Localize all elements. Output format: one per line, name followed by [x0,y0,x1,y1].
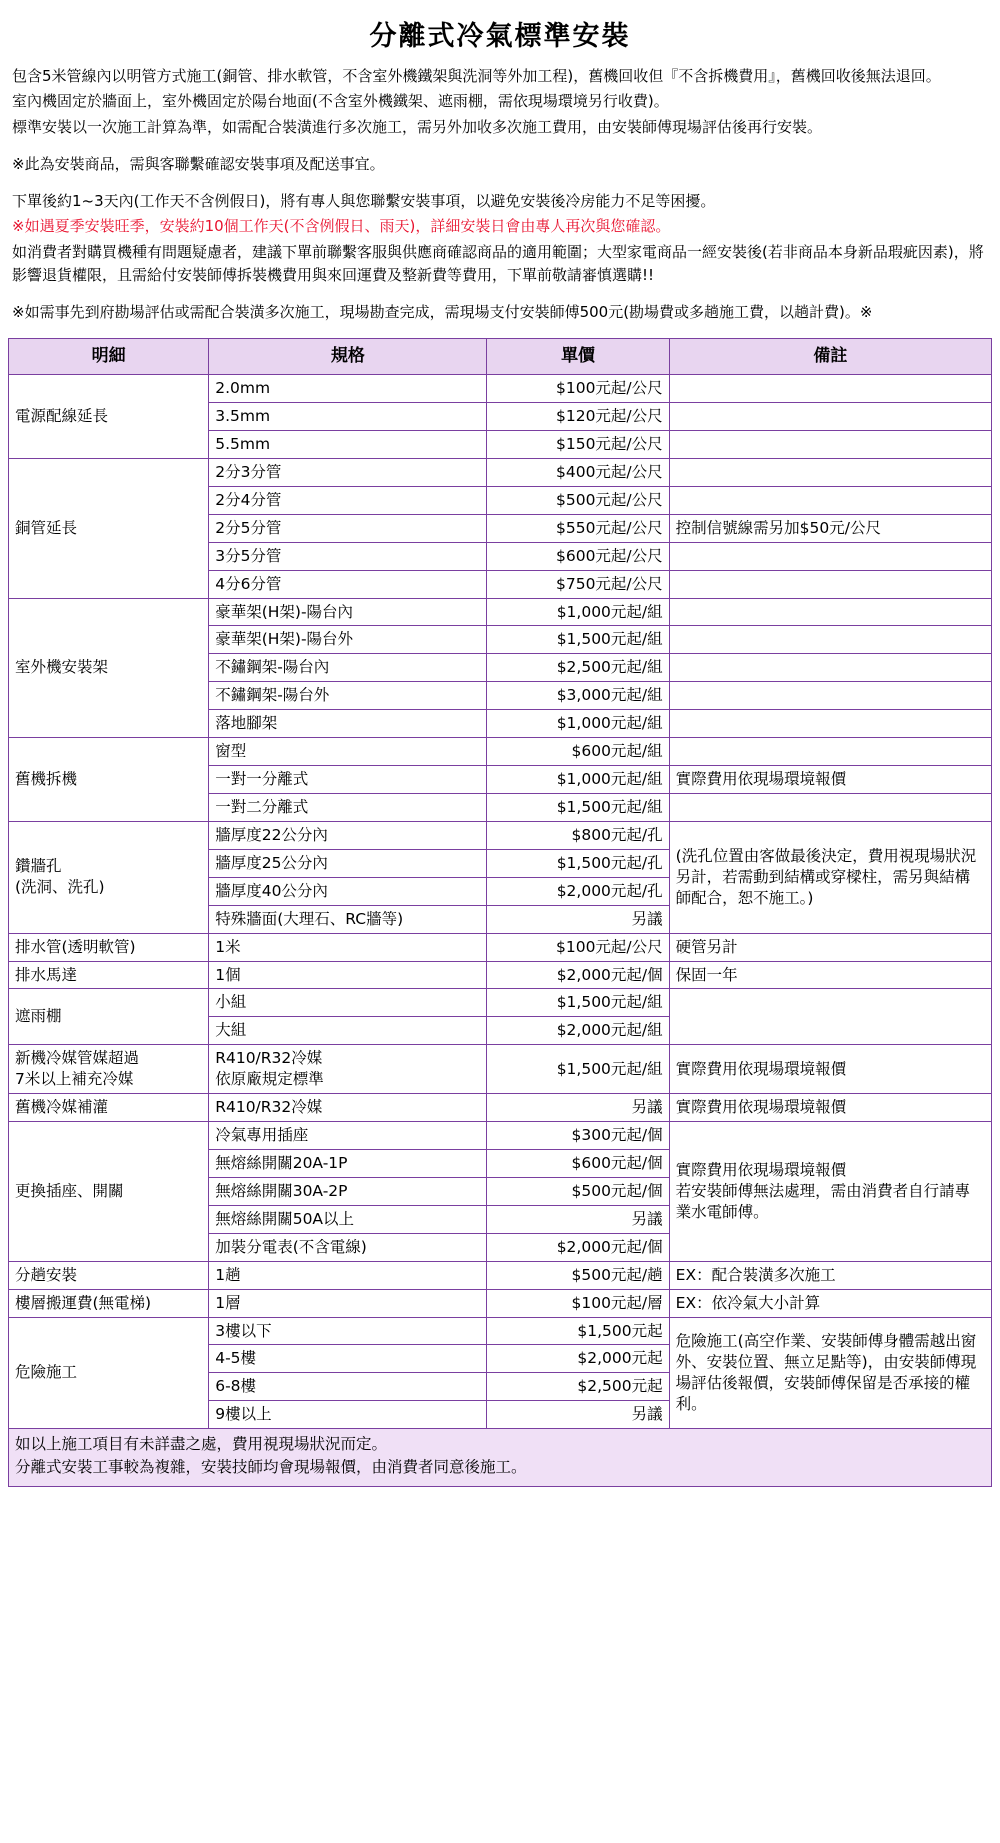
cell-price: $600元起/個 [487,1150,669,1178]
cell-price: $100元起/公尺 [487,933,669,961]
cell-price: $1,000元起/組 [487,710,669,738]
cell-spec: 不鏽鋼架-陽台內 [209,654,487,682]
cell-spec: 2.0mm [209,375,487,403]
cell-price: $600元起/組 [487,738,669,766]
cell-item: 排水管(透明軟管) [9,933,209,961]
cell-note [669,794,991,822]
note-line-highlight: ※如遇夏季安裝旺季，安裝約10個工作天(不含例假日、雨天)，詳細安裝日會由專人再次與您確認。 [12,217,671,236]
cell-spec: 1個 [209,961,487,989]
cell-price: $2,000元起/個 [487,961,669,989]
cell-price: $400元起/公尺 [487,458,669,486]
cell-spec: 小組 [209,989,487,1017]
cell-price: $300元起/個 [487,1122,669,1150]
cell-note: 保固一年 [669,961,991,989]
cell-price: 另議 [487,1205,669,1233]
cell-note: 實際費用依現場環境報價 [669,1094,991,1122]
cell-item: 排水馬達 [9,961,209,989]
cell-spec: 2分4分管 [209,486,487,514]
cell-spec: 落地腳架 [209,710,487,738]
cell-price: $2,000元起/孔 [487,877,669,905]
cell-item: 樓層搬運費(無電梯) [9,1289,209,1317]
cell-item: 分趟安裝 [9,1261,209,1289]
cell-price: 另議 [487,1401,669,1429]
cell-item: 舊機冷媒補灌 [9,1094,209,1122]
cell-price: $1,500元起 [487,1317,669,1345]
table-row [9,375,992,403]
cell-price: $3,000元起/組 [487,682,669,710]
footer-line: 分離式安裝工事較為複雜，安裝技師均會現場報價，由消費者同意後施工。 [15,1458,527,1477]
cell-note: 硬管另計 [669,933,991,961]
cell-item: 舊機拆機 [9,738,209,822]
table-row [9,1094,992,1122]
cell-spec: 3樓以下 [209,1317,487,1345]
cell-price: 另議 [487,905,669,933]
cell-note [669,403,991,431]
cell-note: EX：依冷氣大小計算 [669,1289,991,1317]
cell-spec: 冷氣專用插座 [209,1122,487,1150]
table-row [9,458,992,486]
table-row [9,1045,992,1094]
table-row [9,738,992,766]
cell-spec: 豪華架(H架)-陽台內 [209,598,487,626]
note-line: 室內機固定於牆面上，室外機固定於陽台地面(不含室外機鐵架、遮雨棚，需依現場環境另行收費)。 [12,92,669,111]
cell-item: 危險施工 [9,1317,209,1429]
footer-line: 如以上施工項目有未詳盡之處，費用視現場狀況而定。 [15,1435,388,1454]
table-row [9,961,992,989]
note-line: 包含5米管線內以明管方式施工(銅管、排水軟管，不含室外機鐵架與洗洞等外加工程)，舊機回收但『不含拆機費用』，舊機回收後無法退回。 [12,67,941,85]
cell-note [669,375,991,403]
cell-price: $1,500元起/組 [487,989,669,1017]
cell-price: $600元起/公尺 [487,542,669,570]
cell-spec: 無熔絲開關50A以上 [209,1205,487,1233]
cell-price: $500元起/個 [487,1177,669,1205]
cell-spec: 一對二分離式 [209,794,487,822]
table-row [9,989,992,1017]
cell-price: $550元起/公尺 [487,514,669,542]
note-line: ※如需事先到府勘場評估或需配合裝潢多次施工，現場勘查完成，需現場支付安裝師傅500元(勘場費或多趟施工費，以趟計費)。※ [12,303,873,321]
cell-note [669,431,991,459]
cell-spec: 不鏽鋼架-陽台外 [209,682,487,710]
cell-price: $2,000元起 [487,1345,669,1373]
table-header-row [9,339,992,375]
cell-spec: 1趟 [209,1261,487,1289]
cell-spec: 4-5樓 [209,1345,487,1373]
cell-price: $1,000元起/組 [487,766,669,794]
spacer [12,289,988,301]
cell-item: 遮雨棚 [9,989,209,1045]
cell-price: $2,500元起 [487,1373,669,1401]
cell-spec: 加裝分電表(不含電線) [209,1233,487,1261]
cell-note [669,486,991,514]
cell-spec: 2分5分管 [209,514,487,542]
note-line: 如消費者對購買機種有問題疑慮者，建議下單前聯繫客服與供應商確認商品的適用範圍；大型家電商品一經安裝後(若非商品本身新品瑕疵因素)，將影響退貨權限，且需給付安裝師傅拆裝機費用與來回運費及整新費等費用，下單前敬請審慎選購!! [12,242,984,284]
cell-price: $120元起/公尺 [487,403,669,431]
cell-price: $1,000元起/組 [487,598,669,626]
cell-price: $500元起/公尺 [487,486,669,514]
cell-note: 控制信號線需另加$50元/公尺 [669,514,991,542]
spacer [12,141,988,153]
table-row [9,1261,992,1289]
cell-note [669,570,991,598]
cell-spec: 無熔絲開關20A-1P [209,1150,487,1178]
cell-item: 新機冷媒管媒超過 7米以上補充冷媒 [9,1045,209,1094]
cell-spec: 9樓以上 [209,1401,487,1429]
notes-section [8,65,992,324]
cell-spec: 4分6分管 [209,570,487,598]
cell-spec: 1米 [209,933,487,961]
cell-price: $750元起/公尺 [487,570,669,598]
cell-spec: 3分5分管 [209,542,487,570]
cell-item: 電源配線延長 [9,375,209,459]
note-line: 標準安裝以一次施工計算為準，如需配合裝潢進行多次施工，需另外加收多次施工費用，由安裝師傅現場評估後再行安裝。 [12,117,823,136]
cell-note [669,710,991,738]
cell-note: 危險施工(高空作業、安裝師傅身體需越出窗外、安裝位置、無立足點等)，由安裝師傅現場評估後報價，安裝師傅保留是否承接的權利。 [669,1317,991,1429]
cell-spec: 牆厚度25公分內 [209,849,487,877]
cell-spec: 豪華架(H架)-陽台外 [209,626,487,654]
page-title: 分離式冷氣標準安裝 [369,21,631,52]
cell-spec: 牆厚度22公分內 [209,821,487,849]
cell-spec: 無熔絲開關30A-2P [209,1177,487,1205]
cell-price: 另議 [487,1094,669,1122]
column-header-spec: 規格 [209,339,487,375]
table-row [9,933,992,961]
cell-item: 室外機安裝架 [9,598,209,738]
table-row [9,1317,992,1345]
cell-spec: R410/R32冷媒 [209,1094,487,1122]
cell-price: $500元起/趟 [487,1261,669,1289]
cell-note: 實際費用依現場環境報價 [669,1045,991,1094]
cell-item: 銅管延長 [9,458,209,598]
cell-spec: 2分3分管 [209,458,487,486]
cell-note [669,598,991,626]
column-header-note: 備註 [669,339,991,375]
cell-price: $800元起/孔 [487,821,669,849]
cell-spec: 3.5mm [209,403,487,431]
cell-note [669,458,991,486]
cell-note [669,738,991,766]
cell-spec: 牆厚度40公分內 [209,877,487,905]
cell-note [669,626,991,654]
table-row [9,598,992,626]
cell-note [669,682,991,710]
cell-spec: 6-8樓 [209,1373,487,1401]
cell-note [669,542,991,570]
footer-notes [8,1429,992,1487]
price-table-body [9,375,992,1429]
price-table [8,338,992,1429]
cell-note: (洗孔位置由客做最後決定，費用視現場狀況另計，若需動到結構或穿樑柱，需另與結構師配合，恕不施工。) [669,821,991,933]
cell-price: $100元起/公尺 [487,375,669,403]
cell-price: $2,000元起/個 [487,1233,669,1261]
table-row [9,821,992,849]
cell-price: $150元起/公尺 [487,431,669,459]
cell-price: $1,500元起/組 [487,626,669,654]
cell-spec: 大組 [209,1017,487,1045]
cell-spec: R410/R32冷媒 依原廠規定標準 [209,1045,487,1094]
cell-price: $1,500元起/組 [487,794,669,822]
note-line: ※此為安裝商品，需與客聯繫確認安裝事項及配送事宜。 [12,154,385,173]
cell-spec: 5.5mm [209,431,487,459]
column-header-price: 單價 [487,339,669,375]
cell-note [669,989,991,1045]
note-line: 下單後約1~3天內(工作天不含例假日)，將有專人與您聯繫安裝事項，以避免安裝後冷房能力不足等困擾。 [12,192,716,210]
cell-price: $1,500元起/組 [487,1045,669,1094]
cell-item: 更換插座、開關 [9,1122,209,1262]
cell-note [669,654,991,682]
cell-spec: 窗型 [209,738,487,766]
cell-item: 鑽牆孔 (洗洞、洗孔) [9,821,209,933]
cell-price: $2,500元起/組 [487,654,669,682]
cell-price: $100元起/層 [487,1289,669,1317]
cell-spec: 1層 [209,1289,487,1317]
cell-price: $2,000元起/組 [487,1017,669,1045]
cell-note: EX：配合裝潢多次施工 [669,1261,991,1289]
spacer [12,178,988,190]
table-row [9,1122,992,1150]
cell-note: 實際費用依現場環境報價 [669,766,991,794]
table-row [9,1289,992,1317]
column-header-item: 明細 [9,339,209,375]
cell-note: 實際費用依現場環境報價 若安裝師傅無法處理，需由消費者自行請專業水電師傅。 [669,1122,991,1262]
cell-spec: 一對一分離式 [209,766,487,794]
cell-price: $1,500元起/孔 [487,849,669,877]
cell-spec: 特殊牆面(大理石、RC牆等) [209,905,487,933]
